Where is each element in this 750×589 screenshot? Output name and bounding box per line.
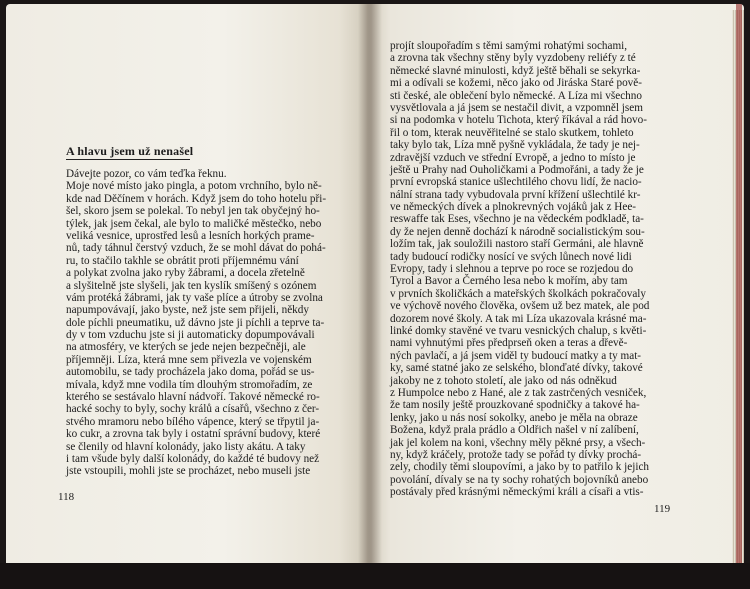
text-line: ko cukr, a zrovna tak byly i ostatní správní budovy, které <box>66 428 321 441</box>
text-line: vám protéká žábrami, jak ty vaše plíce a útroby se zvolna <box>66 291 323 304</box>
text-line: ny, když kráčely, protože tady se pořád ty dívky prochá- <box>390 448 642 461</box>
text-line: napumpovávají, jako byste, než jste sem přijeli, někdy <box>66 304 309 317</box>
text-line: tady budoucí rodičky nosící ve svých lůnech nové lidi <box>390 250 632 263</box>
text-line: ještě u Prahy nad Ouholičkami a Podmořáni, a tady že je <box>390 163 644 176</box>
text-line: Božena, když prala prádlo a Oldřich našel v ní zalíbení, <box>390 424 639 437</box>
text-line: sti české, ale oblečení bylo německé. A Líza mi všechno <box>390 89 642 102</box>
text-line: postávaly před krásnými německými králi a císaři a vtis- <box>390 486 644 499</box>
book-gutter <box>358 4 382 582</box>
text-line: projít sloupořadím s těmi samými rohatými sochami, <box>390 40 628 52</box>
text-line: jak jel kolem na koni, všechny měly pěkné prsy, a všech- <box>390 436 646 449</box>
text-line: reswaffe tak Eses, všechno je na vědeckém podkladě, ta- <box>390 213 644 226</box>
left-page <box>6 4 368 582</box>
heading-underline <box>66 159 190 160</box>
right-page <box>368 4 744 582</box>
text-line: dole píchli pneumatiku, už dávno jste ji píchli a teprve ta- <box>66 316 325 329</box>
text-line: ve německých dívek a plnokrevných vojáků jak z Hee- <box>390 201 637 214</box>
text-line: taky bylo tak, Líza mně pyšně vykládala, že tady je nej- <box>390 139 640 152</box>
text-line: Tyrol a Bavor a Černého lesa nebo k mořím, aby tam <box>390 275 628 288</box>
text-line: na atmosféry, ve kterých se jede nejen bezpečněji, ale <box>66 341 306 354</box>
right-page-text <box>390 40 649 498</box>
text-line: mi a odívali se kožemi, něco jako od Jiráska Staré pově- <box>390 77 642 90</box>
text-line: stvého mramoru nebo bílého vápence, který se třpytil ja- <box>66 415 320 428</box>
text-line: veliká vesnice, uprostřed lesů a lesních horkých prame- <box>66 229 315 242</box>
text-line: mívala, když mne vodila tím dlouhým stromořadím, ze <box>66 378 313 391</box>
text-line: zely, chodily těmi sloupovími, a jako by to patřilo k jejich <box>390 461 650 474</box>
text-line: řil o tom, kterak neuvěřitelné se stalo skutkem, tohleto <box>390 126 634 139</box>
text-line: první evropská stanice ušlechtilého chovu lidí, že nacio- <box>390 176 642 189</box>
text-line: a zrovna tak všechny stěny byly vyzdobeny reliéfy z té <box>390 52 636 65</box>
text-line: nami vyhnutými přes předprseň oken a teras a dřevě- <box>390 337 628 350</box>
text-line: ve výchově nového člověka, ovšem už bez matek, ale pod <box>390 300 650 313</box>
text-line: ky, samé statné jako ze selského, blonďaté dívky, takové <box>390 362 643 375</box>
text-line: povolání, dívaly se na ty sochy rohatých bojovníků anebo <box>390 473 649 486</box>
text-line: i tam všude byly další kolonády, do každé té budovy než <box>66 452 320 465</box>
text-line: dozorem nové školy. A tak mi Líza ukazovala krásné ma- <box>390 312 647 325</box>
text-line: ných pavlačí, a já jsem viděl ty budoucí matky a ty mat- <box>390 349 642 362</box>
text-line: nální strana tady vybudovala první křížení ušlechtilé kr- <box>390 188 641 201</box>
text-line: jste vstoupili, mohli jste se procházet, nebo museli jste <box>66 465 311 478</box>
text-line: linké domky stavěné ve tvaru vesnických chalup, s květi- <box>390 324 647 337</box>
text-line: ru, to stačilo takhle se obrátit proti příjemnému vání <box>66 254 299 267</box>
text-line: dy že nejen denně dochází k národně socialistickým sou- <box>390 225 645 238</box>
text-line: Moje nové místo jako pingla, a potom vrchního, bylo ně- <box>66 180 322 193</box>
text-line: v prvních školičkách a mateřských školkách pokračovaly <box>390 287 646 300</box>
text-line: týlek, jak jsem čekal, ale bylo to maličké městečko, nebo <box>66 217 322 230</box>
text-line: německé slavné minulosti, když ještě běhali se sekyrka- <box>390 64 641 77</box>
text-line: příjemněji. Líza, která mne sem přivezla ve vojenském <box>66 353 312 366</box>
text-line: vysvětlovala a já jsem se nestačil divit, a vzpomněl jsem <box>390 101 643 114</box>
text-line: automobilu, se tady procházela jako doma, pořád se us- <box>66 366 315 379</box>
text-line: Dávejte pozor, co vám teďka řeknu. <box>66 168 227 180</box>
text-line: z Humpolce nebo z Hané, ale z tak zastrčených vesniček, <box>390 386 647 399</box>
book-spread <box>6 4 744 582</box>
text-line: nů, tady táhnul čerstvý vzduch, že se mohl dávat do pohá- <box>66 242 326 255</box>
left-page-number: 118 <box>58 491 75 503</box>
text-line: že tam nosily ještě prouzkované spodničky a takové ha- <box>390 399 640 412</box>
text-line: si na podomka v hotelu Tichota, který říkával a rád hovo- <box>390 114 647 127</box>
text-line: dy v tom vzduchu jste si ji automaticky dopumpovávali <box>66 329 315 342</box>
text-line: ložím tak, jak souložili nastoro staří Germáni, ale hlavně <box>390 238 644 251</box>
chapter-heading: A hlavu jsem už nenašel <box>66 144 194 158</box>
background-shadow <box>0 563 750 589</box>
text-line: kde nad Děčínem v horách. Když jsem do toho hotelu při- <box>66 192 327 205</box>
right-page-number: 119 <box>654 503 671 515</box>
text-line: se členily od hlavní kolonády, jako listy akátu. A taky <box>66 440 306 453</box>
text-line: zdravější vzduch ve střední Evropě, a jedno to místo je <box>390 151 636 164</box>
text-line: šel, skoro jsem se polekal. To nebyl jen tak obyčejný ho- <box>66 205 320 218</box>
text-line: a slyšitelně jste slyšeli, jak ten kyslík smíšený s ozónem <box>66 279 317 292</box>
text-line: Evropy, tady i slehnou a teprve po roce se rozjedou do <box>390 263 634 276</box>
text-line: a polykat zvolna jako ryby žábrami, a docela zřetelně <box>66 267 305 280</box>
red-edge-stain <box>736 4 742 582</box>
left-page-text <box>66 168 326 478</box>
text-line: lenky, jako u nás nosí sokolky, anebo je měla na obraze <box>390 411 638 424</box>
text-line: kterého se sestávalo hlavní nádvoří. Takové německé ro- <box>66 391 320 404</box>
text-line: hacké sochy to byly, sochy králů a císařů, všechno z čer- <box>66 403 320 416</box>
text-line: jakoby ne z tohoto století, ale jako od nás odněkud <box>390 374 617 387</box>
